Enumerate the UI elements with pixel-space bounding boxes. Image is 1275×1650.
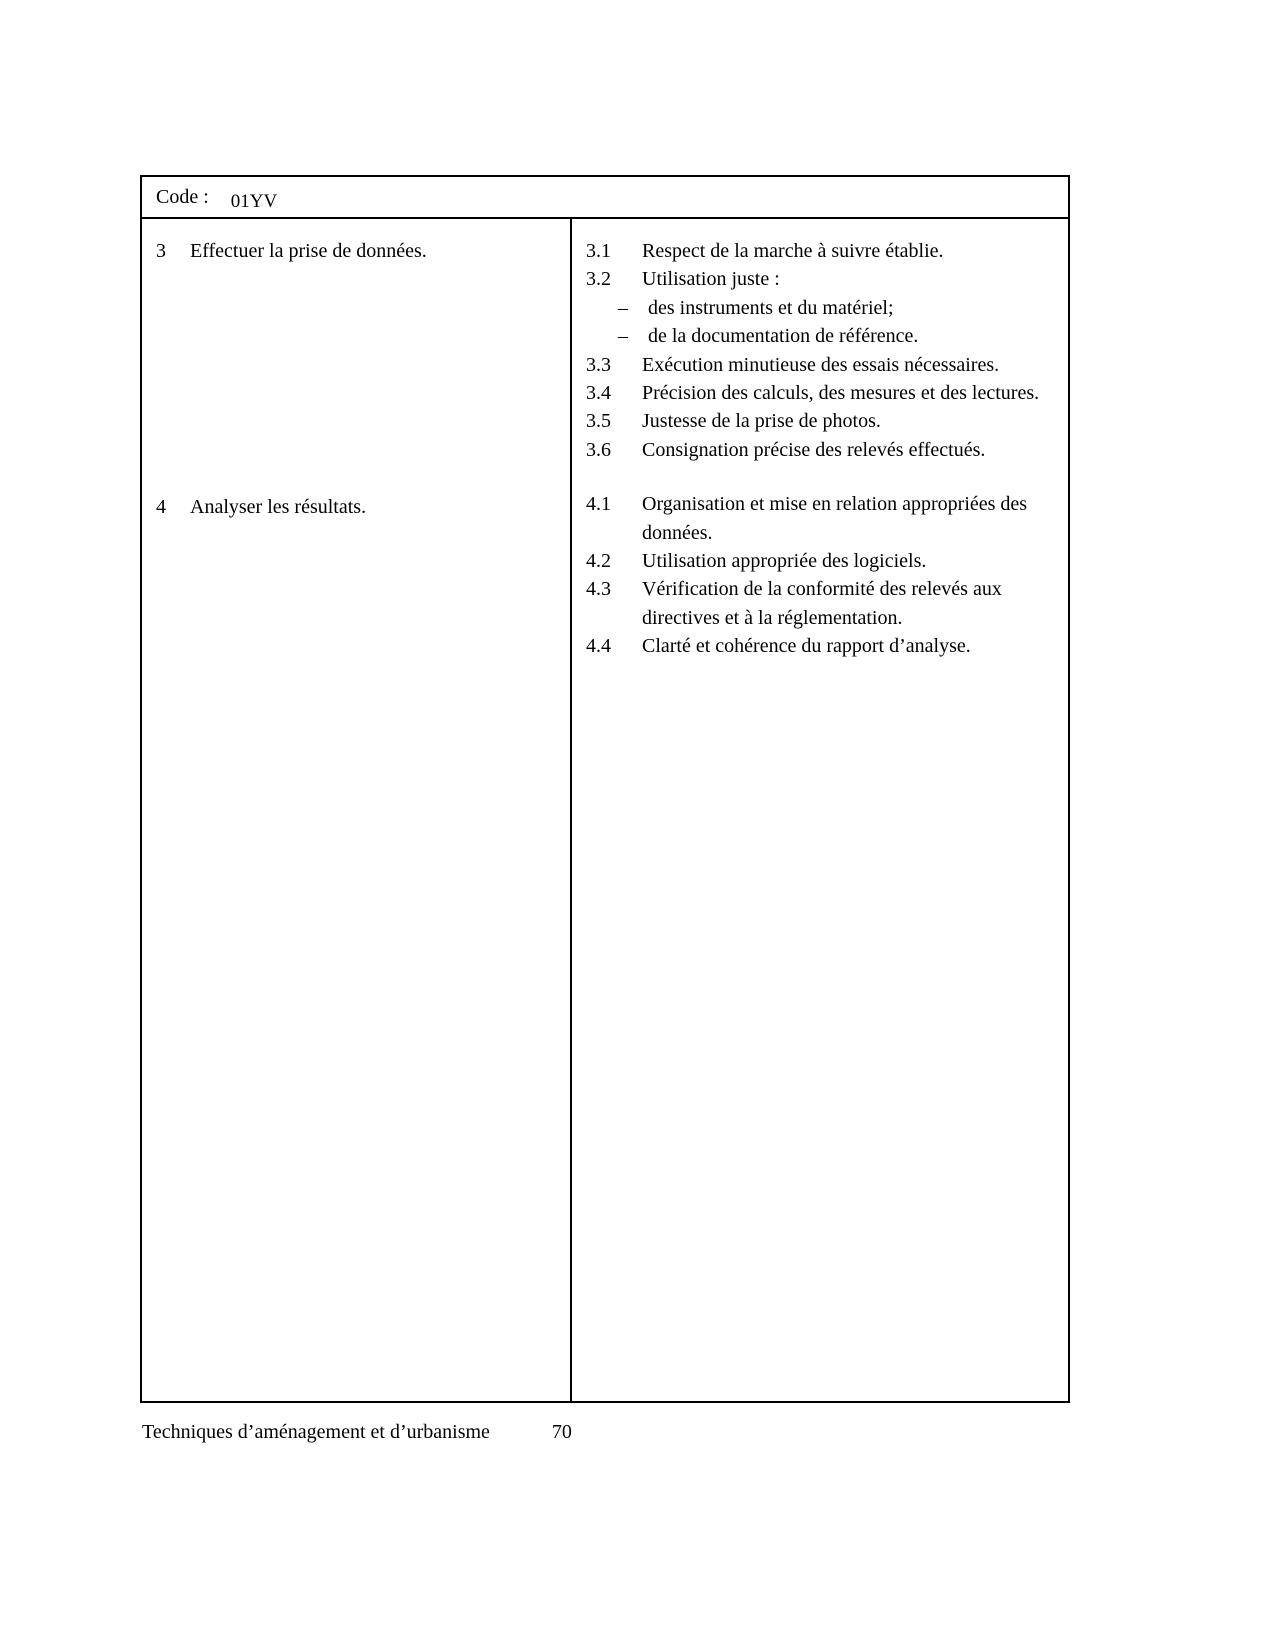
- criterion-text: Justesse de la prise de photos.: [642, 410, 881, 433]
- criterion: [586, 632, 1054, 660]
- list-item-text: de la documentation de référence.: [648, 325, 919, 348]
- criteria-group-3: [586, 237, 1054, 464]
- criterion-number: 3.6: [586, 438, 611, 461]
- criterion: [586, 436, 1054, 464]
- task-text: Effectuer la prise de données.: [190, 240, 427, 262]
- criterion-text: Utilisation appropriée des logiciels.: [642, 549, 927, 572]
- criterion-sublist: [586, 294, 1054, 351]
- code-label: Code :: [156, 186, 209, 208]
- criterion: [586, 547, 1054, 575]
- task-number: 3: [156, 240, 166, 262]
- table-row: [156, 493, 558, 521]
- competency-table: [140, 175, 1070, 1403]
- list-item: [586, 294, 1054, 322]
- table-body-row: [142, 219, 1068, 1401]
- criterion-number: 4.2: [586, 549, 611, 572]
- criterion-text: Organisation et mise en relation appropriées des données.: [642, 493, 1028, 544]
- page-footer: [142, 1421, 572, 1444]
- task-number: 4: [156, 496, 166, 519]
- criterion-number: 3.2: [586, 268, 611, 291]
- dash-bullet-icon: –: [618, 325, 628, 348]
- dash-bullet-icon: –: [618, 296, 628, 319]
- criterion: [586, 407, 1054, 435]
- criterion-text: Respect de la marche à suivre établie.: [642, 240, 944, 262]
- criterion: [586, 490, 1054, 547]
- criterion-number: 4.3: [586, 578, 611, 601]
- criterion: [586, 351, 1054, 379]
- table-row: [156, 237, 558, 265]
- task-text: Analyser les résultats.: [190, 496, 367, 519]
- criterion: [586, 237, 1054, 265]
- criterion-number: 4.1: [586, 493, 611, 516]
- criterion: [586, 265, 1054, 293]
- criterion-number: 3.1: [586, 240, 611, 262]
- tasks-column: [142, 219, 572, 1401]
- code-row: [142, 177, 1068, 219]
- footer-program-title: Techniques d’aménagement et d’urbanisme: [142, 1421, 490, 1443]
- criterion-text: Utilisation juste :: [642, 268, 780, 291]
- list-item: [586, 322, 1054, 350]
- criteria-column: [572, 219, 1068, 1401]
- criterion-number: 4.4: [586, 635, 611, 658]
- criteria-group-4: [586, 490, 1054, 660]
- code-value: 01YV: [230, 191, 278, 212]
- criterion: [586, 575, 1054, 632]
- footer-page-number: 70: [551, 1421, 572, 1443]
- list-item-text: des instruments et du matériel;: [648, 296, 894, 319]
- criterion: [586, 379, 1054, 407]
- criterion-text: Précision des calculs, des mesures et des lectures.: [642, 381, 1040, 404]
- criterion-text: Consignation précise des relevés effectués.: [642, 438, 986, 461]
- criterion-text: Exécution minutieuse des essais nécessaires.: [642, 353, 1000, 376]
- criterion-number: 3.4: [586, 381, 611, 404]
- criterion-number: 3.3: [586, 353, 611, 376]
- criterion-number: 3.5: [586, 410, 611, 433]
- criterion-text: Vérification de la conformité des relevés aux directives et à la réglementation.: [642, 578, 1002, 629]
- criterion-text: Clarté et cohérence du rapport d’analyse.: [642, 635, 971, 658]
